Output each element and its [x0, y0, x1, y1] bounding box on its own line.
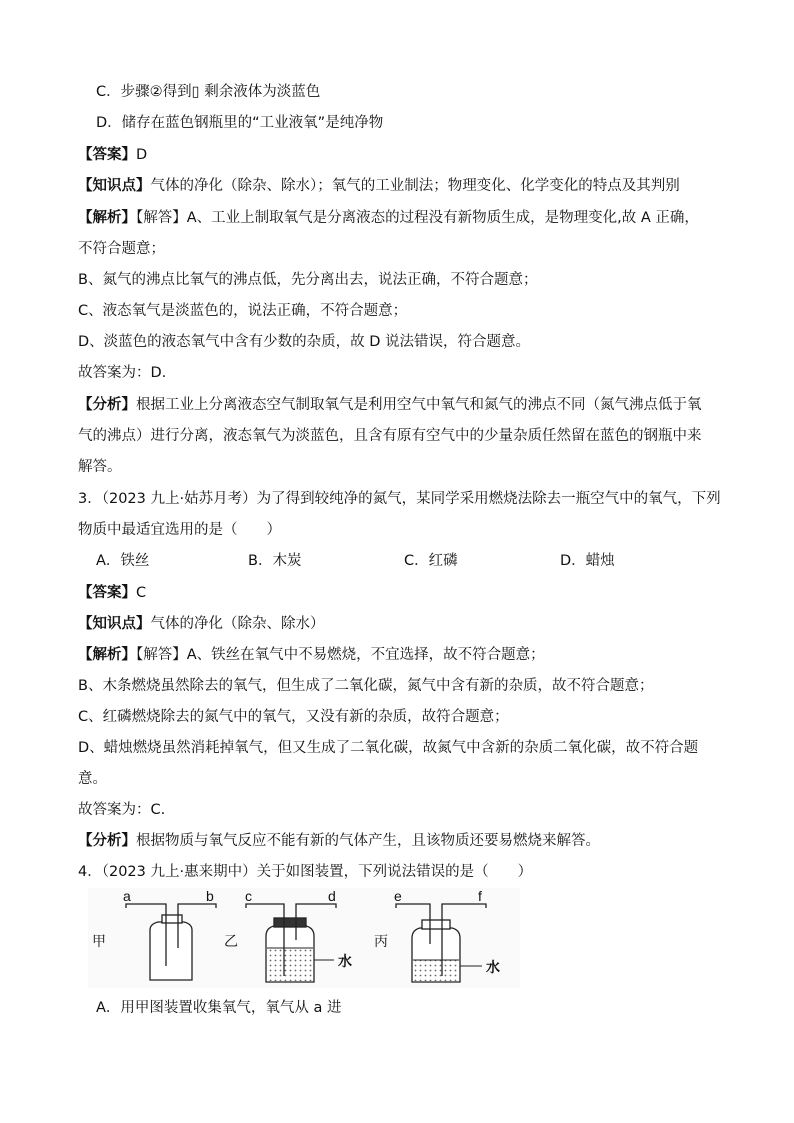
q3-option-a: A．铁丝 [96, 553, 150, 569]
knowledge-point-text: 气体的净化（除杂、除水）；氧气的工业制法；物理变化、化学变化的特点及其判别 [150, 178, 680, 194]
q2-analysis-line-4: C、液态氧气是淡蓝色的，说法正确，不符合题意； [78, 303, 408, 319]
label-f: f [478, 888, 482, 904]
q2-fenxi-line-3: 解答。 [78, 459, 122, 475]
label-a: a [123, 888, 131, 904]
knowledge-point-tag: 【知识点】 [78, 178, 151, 194]
q3-stem-line-2: 物质中最适宜选用的是（ ） [78, 522, 281, 538]
fenxi-tag: 【分析】 [78, 833, 136, 849]
analysis-tag: 【解析】 [78, 647, 136, 663]
q2-analysis-line-5: D、淡蓝色的液态氧气中含有少数的杂质，故 D 说法错误，符合题意。 [78, 334, 531, 350]
q3-option-d: D．蜡烛 [560, 553, 615, 569]
fenxi-text: 根据物质与氧气反应不能有新的气体产生，且该物质还要易燃烧来解答。 [136, 833, 600, 849]
q3-option-c: C．红磷 [404, 553, 458, 569]
label-e: e [394, 888, 402, 904]
label-jia: 甲 [92, 934, 106, 950]
q4-option-a: A．用甲图装置收集氧气，氧气从 a 进 [96, 1000, 342, 1016]
q3-stem-line-1: 3．（2023 九上·姑苏月考）为了得到较纯净的氮气，某同学采用燃烧法除去一瓶空气中的氧气，下列 [78, 491, 721, 507]
q2-answer [78, 145, 147, 165]
analysis-tag: 【解析】 [78, 210, 136, 226]
q4-stem: 4．（2023 九上·惠来期中）关于如图装置，下列说法错误的是（ ） [78, 864, 533, 880]
label-bing: 丙 [374, 934, 388, 950]
analysis-text: 【解答】A、工业上制取氧气是分离液态的过程没有新物质生成，是物理变化,故 A 正确， [136, 210, 699, 226]
q3-fenxi [78, 831, 600, 851]
q2-analysis-line-2: 不符合题意； [78, 241, 165, 257]
q2-option-c: C．步骤②得到▯ 剩余液体为淡蓝色 [96, 84, 321, 100]
q3-knowledge-point [78, 614, 325, 634]
answer-value: D [136, 147, 148, 163]
q2-fenxi-line-2: 气的沸点）进行分离，液态氧气为淡蓝色，且含有原有空气中的少量杂质任然留在蓝色的钢瓶中来 [78, 428, 702, 444]
answer-tag: 【答案】 [78, 147, 136, 163]
fenxi-text: 根据工业上分离液态空气制取氧气是利用空气中氧气和氮气的沸点不同（氮气沸点低于氧 [136, 397, 702, 413]
knowledge-point-text: 气体的净化（除杂、除水） [150, 616, 325, 632]
label-water-1: 水 [338, 954, 352, 970]
label-d: d [328, 888, 336, 904]
q2-analysis-line-1 [78, 208, 699, 228]
knowledge-point-tag: 【知识点】 [78, 616, 151, 632]
q3-answer [78, 583, 146, 603]
label-yi: 乙 [224, 934, 238, 950]
q3-analysis-line-4: D、蜡烛燃烧虽然消耗掉氧气，但又生成了二氧化碳，故氮气中含新的杂质二氧化碳，故不符合题 [78, 740, 699, 756]
q3-analysis-line-5: 意。 [78, 771, 107, 787]
q2-knowledge-point [78, 176, 680, 196]
q2-option-d: D．储存在蓝色钢瓶里的“工业液氧”是纯净物 [96, 115, 384, 131]
answer-tag: 【答案】 [78, 585, 136, 601]
q3-analysis-line-3: C、红磷燃烧除去的氮气中的氧气，又没有新的杂质，故符合题意； [78, 709, 509, 725]
label-water-2: 水 [486, 960, 500, 976]
q2-answer-statement: 故答案为：D. [78, 365, 167, 381]
q2-fenxi-line-1 [78, 395, 702, 415]
label-b: b [206, 888, 214, 904]
q4-apparatus-figure [88, 888, 520, 988]
q3-analysis-line-2: B、木条燃烧虽然除去的氧气，但生成了二氧化碳，氮气中含有新的杂质，故不符合题意； [78, 678, 654, 694]
q3-analysis-line-1 [78, 645, 545, 665]
answer-value: C [136, 585, 147, 601]
q2-analysis-line-3: B、氮气的沸点比氧气的沸点低，先分离出去，说法正确，不符合题意； [78, 272, 538, 288]
analysis-text: 【解答】A、铁丝在氧气中不易燃烧，不宜选择，故不符合题意； [136, 647, 545, 663]
label-c: c [245, 888, 252, 904]
q3-answer-statement: 故答案为：C. [78, 802, 166, 818]
fenxi-tag: 【分析】 [78, 397, 136, 413]
q3-option-b: B．木炭 [248, 553, 302, 569]
